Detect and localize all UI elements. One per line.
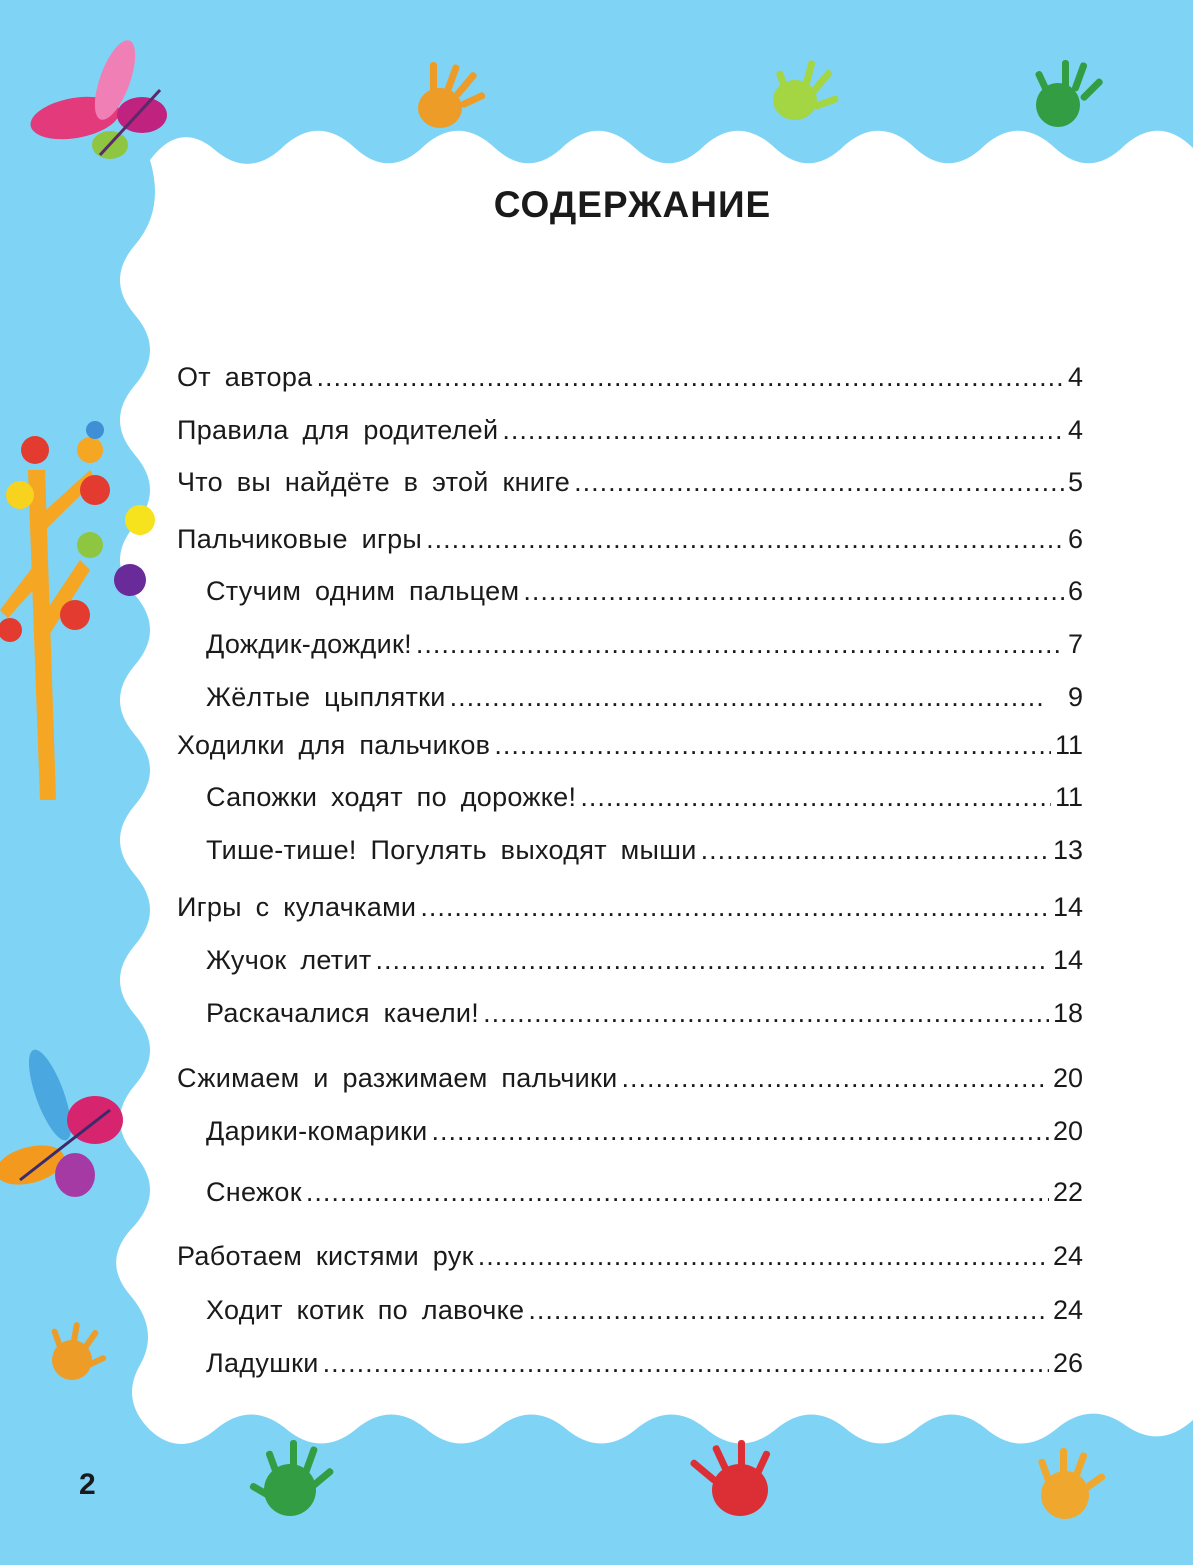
- toc-leader: [376, 945, 1049, 976]
- toc-entry-page: 20: [1052, 1116, 1083, 1146]
- toc-entry-page: 13: [1052, 835, 1083, 865]
- toc-entry-page: 11: [1054, 782, 1083, 812]
- toc-entry-label: От автора: [177, 362, 313, 392]
- toc-entry-label: Ходилки для пальчиков: [177, 730, 491, 760]
- toc-entry: [177, 362, 1083, 393]
- toc-entry-page: 14: [1052, 892, 1083, 922]
- toc-entry: [206, 629, 1083, 660]
- toc-entry-label: Сжимаем и разжимаем пальчики: [177, 1063, 618, 1093]
- toc-entry-label: Дарики-комарики: [206, 1116, 428, 1146]
- toc-entry-label: Тише-тише! Погулять выходят мыши: [206, 835, 697, 865]
- toc-entry: [177, 467, 1083, 498]
- toc-entry-page: 22: [1052, 1177, 1083, 1207]
- toc-entry-label: Жучок летит: [206, 945, 372, 975]
- toc-entry: [206, 1177, 1083, 1208]
- toc-leader: [574, 467, 1064, 498]
- toc-leader: [450, 682, 1044, 713]
- toc-entry: [206, 835, 1083, 866]
- toc-leader: [420, 892, 1049, 923]
- toc-entry-page: 24: [1052, 1241, 1083, 1271]
- toc-entry-page: 11: [1054, 730, 1083, 760]
- toc-entry: [177, 730, 1083, 761]
- toc-entry-label: Дождик-дождик!: [206, 629, 412, 659]
- toc-entry: [206, 945, 1083, 976]
- toc-leader: [523, 576, 1064, 607]
- toc-entry-page: 26: [1052, 1348, 1083, 1378]
- toc-leader: [432, 1116, 1049, 1147]
- toc-entry: [206, 998, 1083, 1029]
- toc-entry: [206, 682, 1083, 713]
- toc-leader: [416, 629, 1064, 660]
- toc-entry: [177, 415, 1083, 446]
- toc-entry-page: 9: [1067, 682, 1083, 712]
- toc-entry-label: Пальчиковые игры: [177, 524, 423, 554]
- toc-entry-page: 4: [1067, 415, 1083, 445]
- toc-entry-page: 20: [1052, 1063, 1083, 1093]
- page-number: 2: [79, 1468, 96, 1501]
- toc-entry-page: 4: [1067, 362, 1083, 392]
- toc-entry-page: 14: [1052, 945, 1083, 975]
- toc-entry-label: Сапожки ходят по дорожке!: [206, 782, 577, 812]
- toc-leader: [502, 415, 1064, 446]
- toc-entry-page: 6: [1067, 576, 1083, 606]
- toc-entry-label: Раскачалися качели!: [206, 998, 480, 1028]
- toc-leader: [701, 835, 1049, 866]
- toc-entry: [206, 1348, 1083, 1379]
- toc-entry-page: 18: [1052, 998, 1083, 1028]
- toc-entry-label: Что вы найдёте в этой книге: [177, 467, 571, 497]
- toc-entry: [206, 1295, 1083, 1326]
- toc-entry-page: 5: [1067, 467, 1083, 497]
- toc-leader: [306, 1177, 1049, 1208]
- toc-entry-label: Жёлтые цыплятки: [206, 682, 446, 712]
- toc-leader: [621, 1063, 1048, 1094]
- toc-leader: [316, 362, 1064, 393]
- toc-entry: [177, 1063, 1083, 1094]
- toc-leader: [323, 1348, 1049, 1379]
- toc-leader: [478, 1241, 1049, 1272]
- page-title: СОДЕРЖАНИЕ: [493, 184, 772, 225]
- toc-entry-page: 24: [1052, 1295, 1083, 1325]
- toc-entry: [177, 524, 1083, 555]
- toc-entry-label: Игры с кулачками: [177, 892, 417, 922]
- toc-entry-page: 7: [1067, 629, 1083, 659]
- toc-entry-label: Ходит котик по лавочке: [206, 1295, 525, 1325]
- toc-entry-page: 6: [1067, 524, 1083, 554]
- toc-leader: [580, 782, 1051, 813]
- toc-leader: [528, 1295, 1049, 1326]
- toc-entry-label: Стучим одним пальцем: [206, 576, 520, 606]
- toc-entry-label: Работаем кистями рук: [177, 1241, 474, 1271]
- toc-entry: [206, 1116, 1083, 1147]
- toc-entry-label: Снежок: [206, 1177, 302, 1207]
- toc-entry: [206, 576, 1083, 607]
- toc-leader: [494, 730, 1051, 761]
- toc-entry: [177, 892, 1083, 923]
- toc-leader: [483, 998, 1049, 1029]
- toc-entry: [177, 1241, 1083, 1272]
- toc-entry: [206, 782, 1083, 813]
- toc-leader: [426, 524, 1064, 555]
- toc-entry-label: Правила для родителей: [177, 415, 499, 445]
- toc-entry-label: Ладушки: [206, 1348, 319, 1378]
